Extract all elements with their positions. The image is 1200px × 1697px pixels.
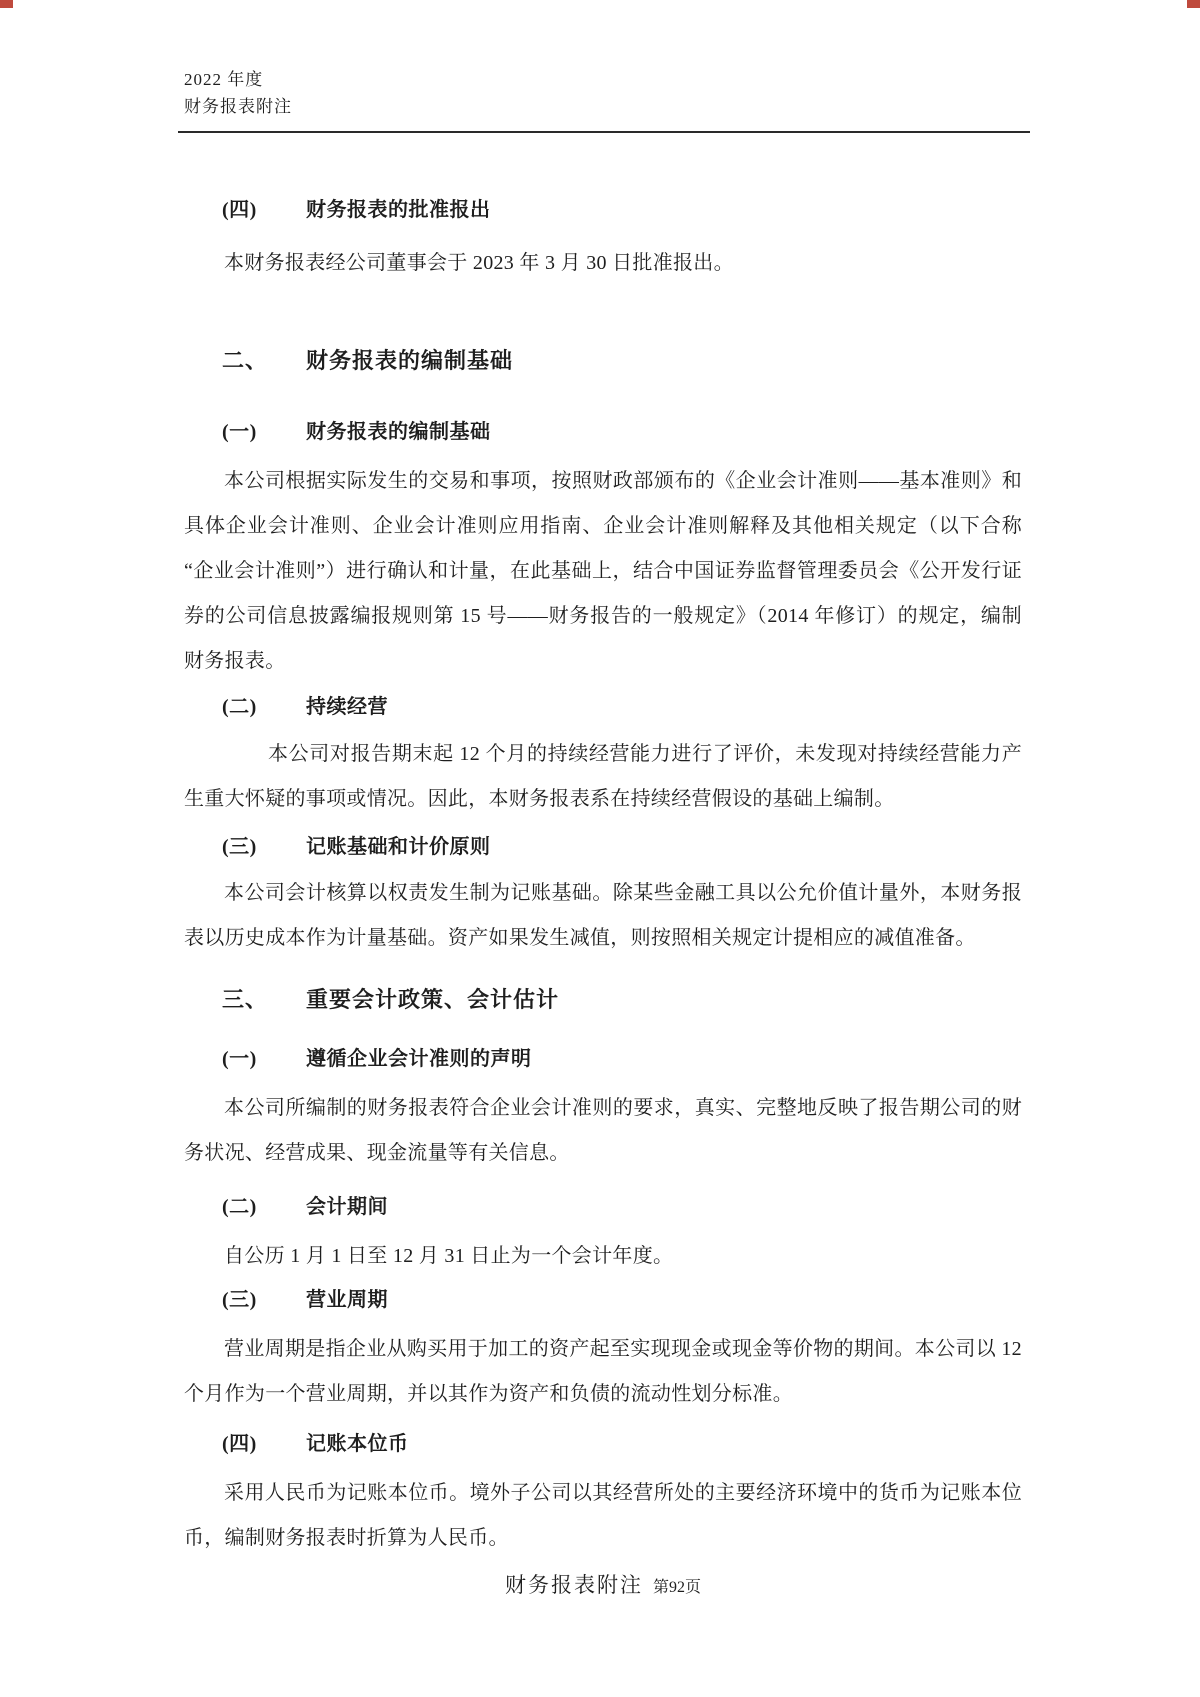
heading-number: 二、 [222, 348, 269, 373]
paragraph-functional-currency: 采用人民币为记账本位币。境外子公司以其经营所处的主要经济环境中的货币为记账本位币，编制财务报表时折算为人民币。 [184, 1482, 1022, 1549]
heading-number: (四) [222, 1433, 257, 1455]
heading-going-concern [184, 693, 1022, 721]
heading-number: (三) [222, 1289, 257, 1311]
heading-number: 三、 [222, 987, 269, 1012]
footer-doc-title: 财务报表附注 [504, 1573, 643, 1597]
section-heading-accounting-policies [184, 985, 1022, 1015]
heading-title: 会计期间 [306, 1196, 388, 1218]
heading-title: 财务报表的编制基础 [306, 421, 491, 443]
paragraph-accounting-period: 自公历 1 月 1 日至 12 月 31 日止为一个会计年度。 [224, 1245, 674, 1267]
document-body [184, 196, 1022, 1603]
paragraph-accounting-basis: 本公司会计核算以权责发生制为记账基础。除某些金融工具以公允价值计量外，本财务报表以历史成本作为计量基础。资产如果发生减值，则按照相关规定计提相应的减值准备。 [184, 882, 1022, 949]
page-footer [184, 1570, 1022, 1603]
heading-title: 持续经营 [306, 696, 388, 718]
heading-title: 记账基础和计价原则 [306, 836, 491, 858]
heading-operating-cycle [184, 1286, 1022, 1314]
heading-number: (一) [222, 1048, 257, 1070]
heading-title: 记账本位币 [306, 1433, 409, 1455]
paragraph-going-concern: 本公司对报告期末起 12 个月的持续经营能力进行了评价，未发现对持续经营能力产生重大怀疑的事项或情况。因此，本财务报表系在持续经营假设的基础上编制。 [184, 743, 1022, 810]
paragraph-preparation-basis: 本公司根据实际发生的交易和事项，按照财政部颁布的《企业会计准则——基本准则》和具体企业会计准则、企业会计准则应用指南、企业会计准则解释及其他相关规定（以下合称“企业会计准则”）进行确认和计量，在此基础上，结合中国证券监督管理委员会《公开发行证券的公司信息披露编报规则第 15 号——财务报告的一般规定》（2014 年修订）的规定，编制财务报表。 [184, 470, 1022, 672]
heading-number: (二) [222, 1196, 257, 1218]
heading-title: 营业周期 [306, 1289, 388, 1311]
heading-title: 财务报表的编制基础 [306, 348, 514, 373]
heading-accounting-period [184, 1193, 1022, 1221]
heading-accounting-basis [184, 833, 1022, 861]
heading-number: (一) [222, 421, 257, 443]
heading-approval-of-statements [184, 196, 1022, 224]
paragraph-compliance-statement: 本公司所编制的财务报表符合企业会计准则的要求，真实、完整地反映了报告期公司的财务状况、经营成果、现金流量等有关信息。 [184, 1097, 1022, 1164]
scan-corner-mark-left [0, 0, 13, 8]
header-doc-title: 财务报表附注 [184, 97, 292, 116]
heading-number: (四) [222, 199, 257, 221]
paragraph-operating-cycle: 营业周期是指企业从购买用于加工的资产起至实现现金或现金等价物的期间。本公司以 12 个月作为一个营业周期，并以其作为资产和负债的流动性划分标准。 [184, 1338, 1022, 1405]
header-year-line: 2022 年度 [184, 70, 264, 89]
paragraph-approval: 本财务报表经公司董事会于 2023 年 3 月 30 日批准报出。 [224, 252, 734, 274]
heading-title: 财务报表的批准报出 [306, 199, 491, 221]
header-divider [178, 131, 1030, 133]
heading-preparation-basis [184, 418, 1022, 446]
scan-corner-mark-right [1187, 0, 1200, 8]
footer-page-number: 第92页 [652, 1579, 701, 1596]
heading-number: (二) [222, 696, 257, 718]
heading-functional-currency [184, 1430, 1022, 1458]
heading-title: 重要会计政策、会计估计 [306, 987, 560, 1012]
page-header [184, 0, 1030, 120]
section-heading-basis-of-preparation [184, 346, 1022, 376]
heading-title: 遵循企业会计准则的声明 [306, 1048, 532, 1070]
heading-compliance-statement [184, 1045, 1022, 1073]
heading-number: (三) [222, 836, 257, 858]
